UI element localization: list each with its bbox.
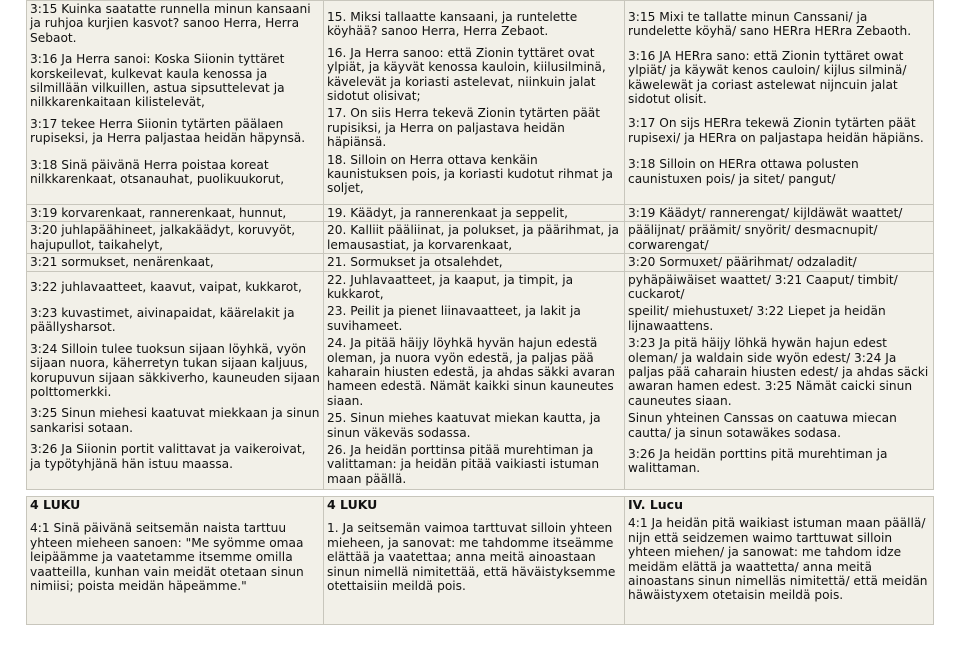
table-row [27, 1, 934, 205]
table-row [27, 497, 934, 625]
verse-text: 25. Sinun miehes kaatuvat miekan kautta, ja sinun väkeväs sodassa. [327, 411, 601, 440]
chapter-heading: 4 LUKU [30, 497, 81, 512]
verse-text: 24. Ja pitää häijy löyhkä hyvän hajun edestä oleman, ja nuora vyön edestä, ja paljas pää kaharain hiusten edestä, ja ahdas säkki avaran hameen edestä. Nämät kaikki sinun kauneutes siaan. [327, 336, 616, 408]
verse-text: 22. Juhlavaatteet, ja kaaput, ja timpit, ja kukkarot, [327, 272, 574, 301]
verse-text: 3:18 Sinä päivänä Herra poistaa koreat nilkkarenkaat, otsanauhat, puolikuukorut, [30, 157, 285, 187]
verse-text: 3:17 On sijs HERra tekewä Zionin tytärten päät rupisexi/ ja HERra on paljastapa heidän häpiäns. [628, 116, 924, 145]
verse-text: 3:23 Ja pitä häijy löhkä hywän hajun edest oleman/ ja waldain side wyön edest/ 3:24 Ja paljas pää caharain hiusten edest/ ja ahdas säcki awaran hamen edest. 3:25 Nämät caicki sinun cauneutes siaan. [628, 336, 929, 408]
biblia-1776-cell: 19. Käädyt, ja rannerenkaat ja seppelit, [324, 204, 625, 221]
biblia-1776-cell [324, 1, 625, 205]
biblia-1642-cell [625, 497, 934, 625]
verse-text: 17. On siis Herra tekevä Zionin tytärten päät rupisiksi, ja Herra on paljastava heidän häpiänsä. [327, 106, 601, 150]
modern-translation-cell: 3:19 korvarenkaat, rannerenkaat, hunnut, [27, 204, 324, 221]
verse-text: 3:16 JA HERra sano: että Zionin tyttäret owat ylpiät/ ja käywät kenos cauloin/ kijlus silminä/ käwelewät ja coriast astelewat nijncuin jalat sidotut olisit. [628, 48, 907, 107]
verse-text: 3:16 Ja Herra sanoi: Koska Siionin tyttäret korskeilevat, kulkevat kaula kenossa ja silmillään vilkuillen, astua sipsuttelevat ja nilkkarenkaitaan kilistelevät, [30, 52, 285, 110]
table-row [27, 204, 934, 221]
verse-text: 3:18 Silloin on HERra ottawa polusten caunistuxen pois/ ja sitet/ pangut/ [628, 157, 859, 186]
chapter-heading: 4 LUKU [327, 497, 378, 512]
biblia-1642-cell: 3:20 Sormuxet/ päärihmat/ odzaladit/ [625, 254, 934, 271]
verse-text: 3:24 Silloin tulee tuoksun sijaan löyhkä, vyön sijaan nuora, käherretyn tukan sijaan kaljuus, korupuvun sijaan säkkiverho, kauneuden sijaan polttomerkki. [30, 341, 320, 399]
verse-text: 4:1 Ja heidän pitä waikiast istuman maan päällä/ nijn että seidzemen waimo tarttuwat silloin yhteen miehen/ ja sanowat: me tahdom idze meidäm elättä ja waattetta/ anna meitä ainoastans sinun nimelläs nimitettä/ että meidän häwäistyxem otetaisin meildä pois. [628, 516, 928, 603]
verse-text: pyhäpäiwäiset waattet/ 3:21 Caaput/ timbit/ cuckarot/ [628, 272, 898, 301]
verse-text: 3:26 Ja Siionin portit valittavat ja vaikeroivat, ja typötyhjänä hän istuu maassa. [30, 442, 306, 471]
biblia-1642-cell [625, 1, 934, 205]
verse-text: 16. Ja Herra sanoo: että Zionin tyttäret ovat ylpiät, ja käyvät kenossa kauloin, kiilusilminä, kävelevät ja koriasti astelevat, niinkuin jalat sidotut olisivat; [327, 45, 606, 104]
verse-comparison-table [26, 0, 934, 490]
verse-text: 3:26 Ja heidän porttins pitä murehtiman ja walittaman. [628, 446, 888, 476]
verse-text: 3:15 Kuinka saatatte runnella minun kansaani ja ruhjoa kurjien kasvot? sanoo Herra, Herra Sebaot. [30, 2, 311, 45]
biblia-1642-cell [625, 271, 934, 490]
table-row [27, 222, 934, 254]
table-row [27, 271, 934, 490]
chapter-4-table [26, 496, 934, 625]
biblia-1776-cell [324, 497, 625, 625]
verse-text: 15. Miksi tallaatte kansaani, ja runtelette köyhää? sanoo Herra, Herra Zebaot. [327, 10, 578, 39]
modern-translation-cell [27, 1, 324, 205]
modern-translation-cell: 3:20 juhlapäähineet, jalkakäädyt, koruvyöt, hajupullot, taikahelyt, [27, 222, 324, 254]
verse-text: speilit/ miehustuxet/ 3:22 Liepet ja heidän lijnawaattens. [628, 304, 886, 333]
biblia-1776-cell: 20. Kalliit pääliinat, ja polukset, ja päärihmat, ja lemausastiat, ja korvarenkaat, [324, 222, 625, 254]
verse-text: 26. Ja heidän porttinsa pitää murehtiman ja valittaman: ja heidän pitää vaikiasti istuman maan päällä. [327, 442, 600, 486]
biblia-1776-cell [324, 271, 625, 490]
verse-text: 1. Ja seitsemän vaimoa tarttuvat silloin yhteen mieheen, ja sanovat: me tahdomme itseämme elättää ja vaatettaa; anna meitä ainoastaan sinun nimellä nimitettää, että häväistyksemme otettaisiin meildä pois. [327, 521, 616, 594]
biblia-1642-cell: 3:19 Käädyt/ rannerengat/ kijldäwät waattet/ [625, 204, 934, 221]
verse-text: Sinun yhteinen Canssas on caatuwa miecan cautta/ ja sinun sotawäkes sodasa. [628, 411, 897, 440]
verse-text: 23. Peilit ja pienet liinavaatteet, ja lakit ja suvihameet. [327, 304, 581, 333]
verse-text: 3:15 Mixi te tallatte minun Canssani/ ja rundelette köyhä/ sano HERra HERra Zebaoth. [628, 10, 912, 39]
verse-text: 4:1 Sinä päivänä seitsemän naista tarttuu yhteen mieheen sanoen: "Me syömme omaa leipäämme ja vaatetamme itsemme omilla vaatteilla, kunhan vain meidät otetaan sinun nimiisi; poista meidän häpeämme." [30, 521, 304, 594]
verse-text: 3:25 Sinun miehesi kaatuvat miekkaan ja sinun sankarisi sotaan. [30, 406, 320, 435]
table-row [27, 254, 934, 271]
verse-text: 3:23 kuvastimet, aivinapaidat, käärelakit ja päällysharsot. [30, 305, 295, 335]
verse-text: 18. Silloin on Herra ottava kenkäin kaunistuksen pois, ja koriasti kudotut rihmat ja soljet, [327, 152, 613, 196]
verse-text: 3:22 juhlavaatteet, kaavut, vaipat, kukkarot, [30, 279, 302, 294]
verse-text: 3:17 tekee Herra Siionin tytärten päälaen rupiseksi, ja Herra paljastaa heidän häpynsä. [30, 116, 306, 146]
modern-translation-cell [27, 497, 324, 625]
chapter-heading: IV. Lucu [628, 497, 683, 512]
modern-translation-cell: 3:21 sormukset, nenärenkaat, [27, 254, 324, 271]
biblia-1776-cell: 21. Sormukset ja otsalehdet, [324, 254, 625, 271]
modern-translation-cell [27, 271, 324, 490]
biblia-1642-cell: päälijnat/ präämit/ snyörit/ desmacnupit/ corwarengat/ [625, 222, 934, 254]
